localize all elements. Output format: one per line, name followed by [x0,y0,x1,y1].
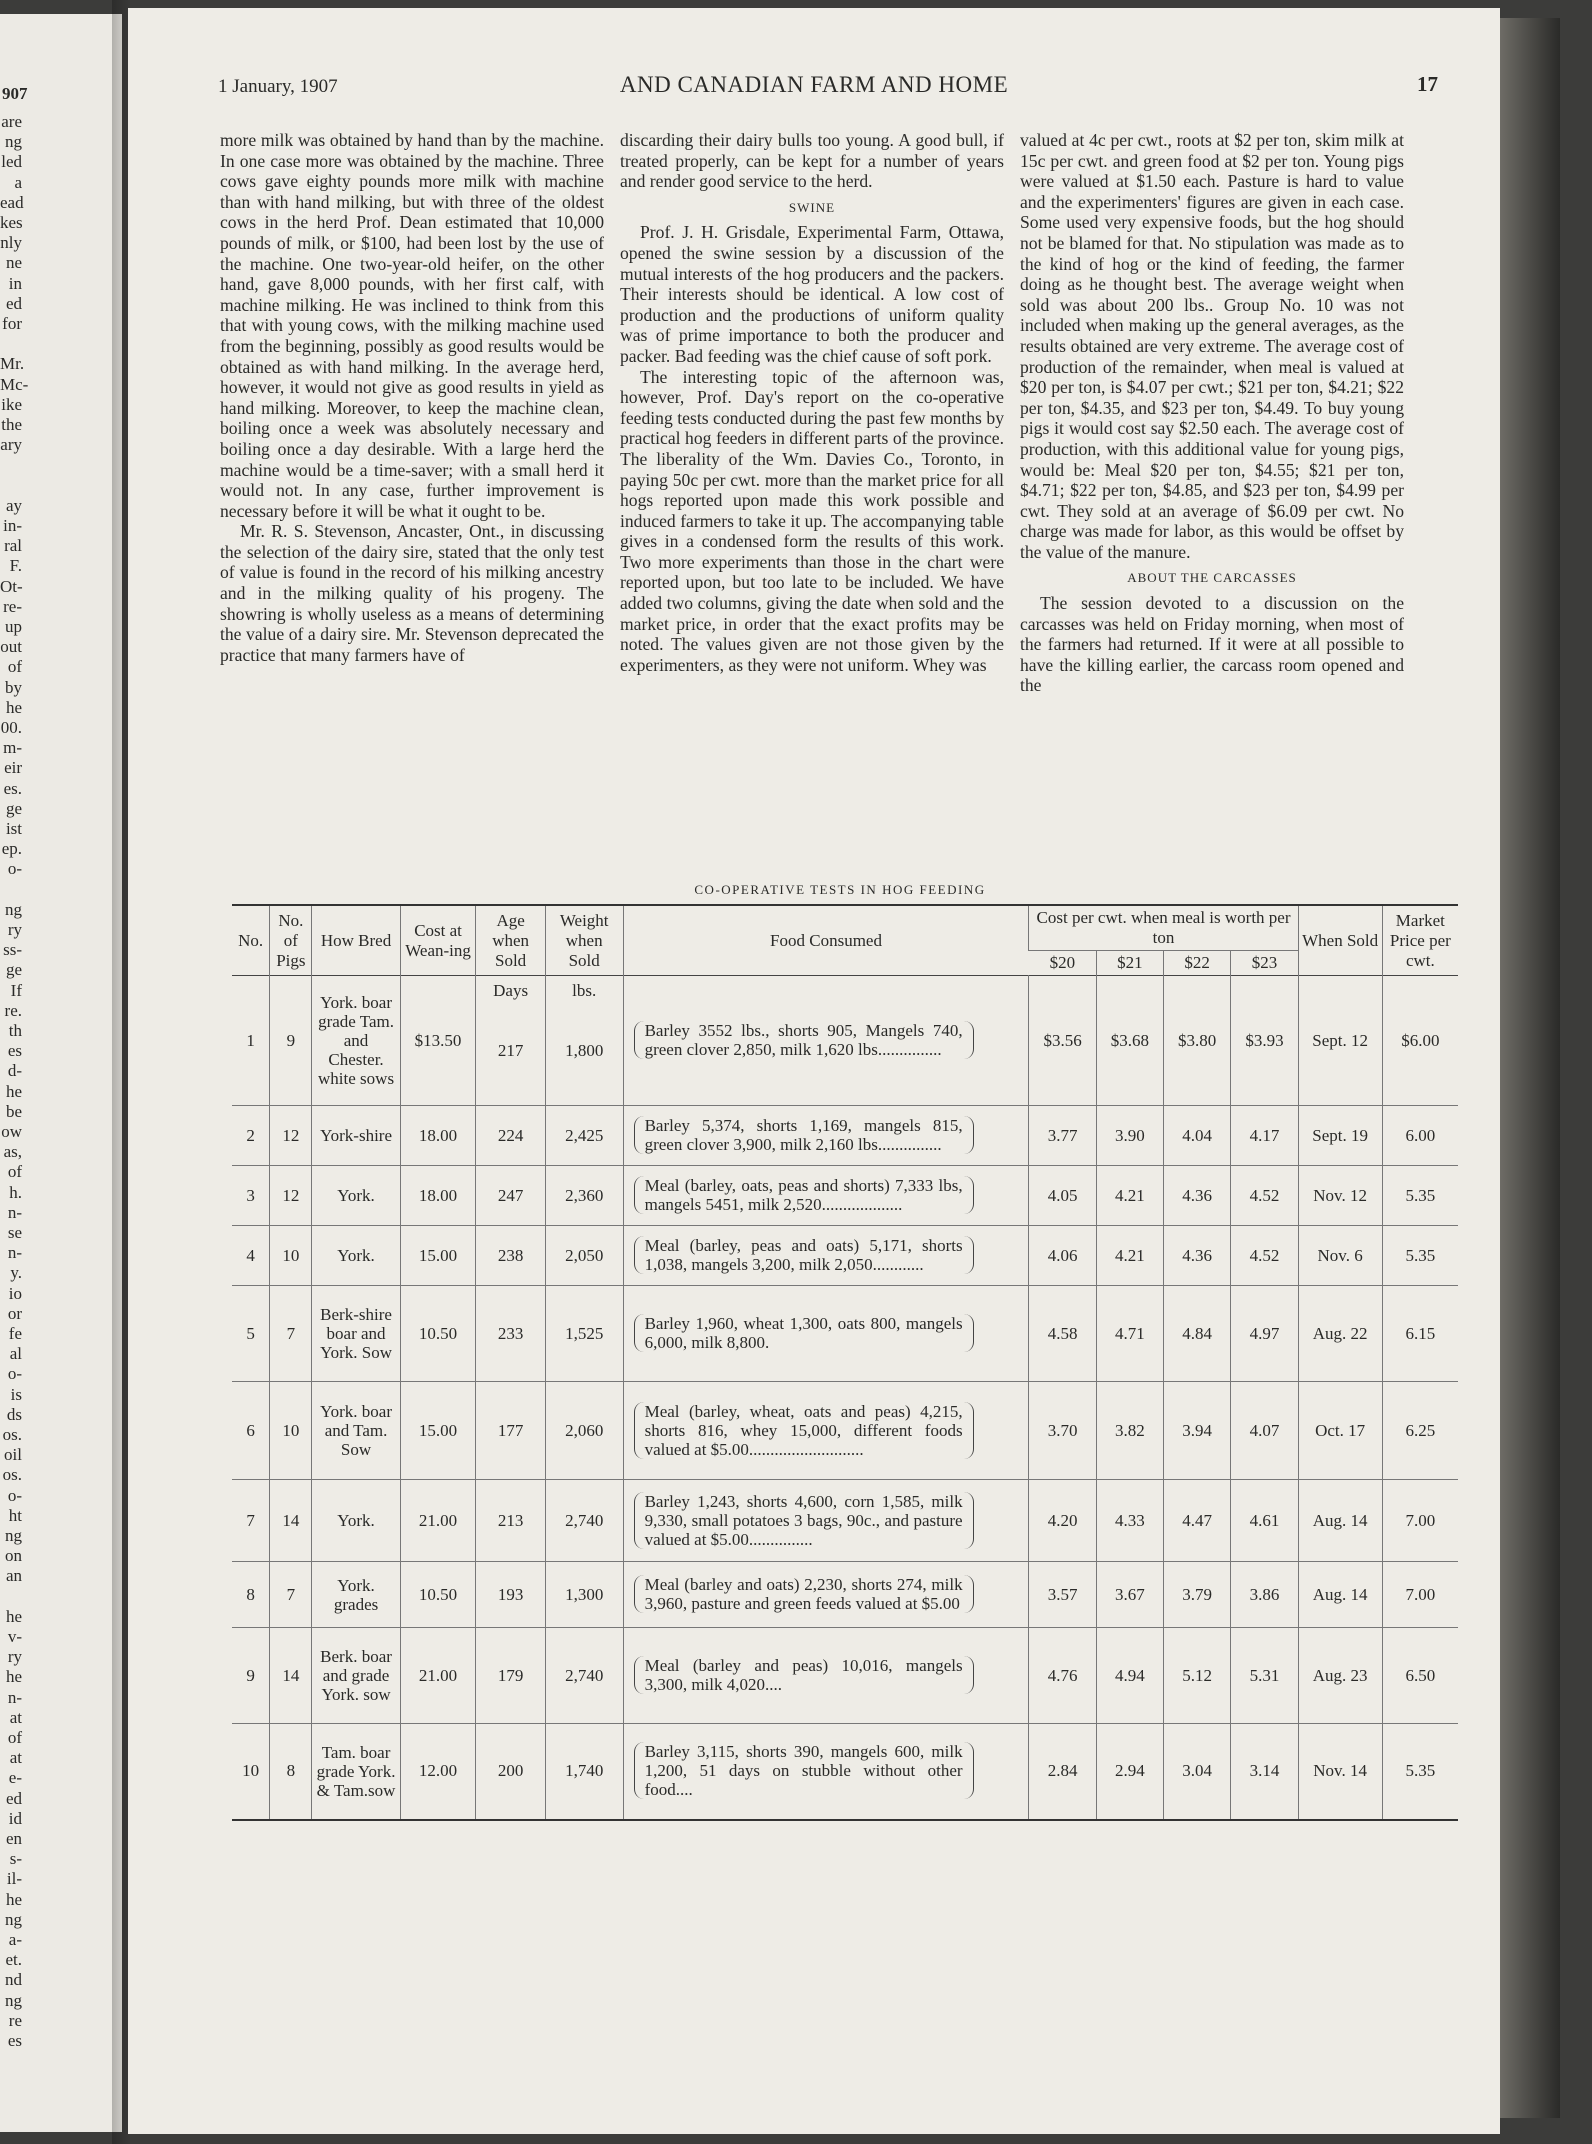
previous-page-text-fragment: es [7,1041,22,1061]
row-number: 6 [246,1420,255,1440]
previous-page-text-fragment: eir [4,758,22,778]
market-price: 6.15 [1382,1286,1458,1382]
cost-at-22: 4.84 [1164,1286,1231,1382]
previous-page-text-fragment: kes [0,213,23,232]
header-21-per-ton: $21 [1096,951,1163,976]
cost-at-23: 4.07 [1231,1382,1298,1480]
row-number: 1 [246,1030,255,1050]
market-price: 6.50 [1382,1628,1458,1724]
pig-count: 10 [270,1226,312,1286]
cost-at-23: 4.52 [1231,1226,1298,1286]
previous-page-text-fragment: is [10,1384,22,1404]
previous-page-text-fragment: oil [4,1445,22,1465]
cost-at-21: 2.94 [1096,1724,1163,1820]
cost-at-weaning: $13.50 [400,976,476,1106]
food-consumed [623,1480,1029,1562]
previous-page-text-fragment: ral [4,536,22,556]
hog-feeding-table [232,904,1458,1821]
previous-page-text-fragment: th [8,1021,22,1040]
pig-count: 14 [270,1480,312,1562]
running-title: AND CANADIAN FARM AND HOME [619,72,1009,97]
magazine-page [128,8,1500,2134]
pig-count: 10 [270,1382,312,1480]
previous-page-text-fragment: are [1,112,22,131]
table-row [232,1106,1458,1166]
section-heading-carcasses: ABOUT THE CARCASSES [1127,570,1297,586]
previous-page-edge [0,14,122,2132]
paragraph: The interesting topic of the afternoon was, however, Prof. Day's report on the co-operative feeding tests conducted during the past few months by practical hog feeders in different parts of the province. The liberality of the Wm. Davies Co., Toronto, in paying 50c per cwt. more than the market price for all hogs reported upon made this work possible and induced farmers to take it up. The accompanying table gives in a condensed form the results of this work. Two more experiments than those in the chart were reported upon, but too late to be included. We have added two columns, giving the date when sold and the market price, in order that the exact profits may be noted. The values given are not those given by the experimenters, as they were not uniform. Whey was [620,366,1004,675]
cost-at-23: 5.31 [1231,1628,1298,1724]
text-column-3 [1020,130,1404,696]
cost-at-23: $3.93 [1231,976,1298,1106]
cost-at-23: 4.97 [1231,1286,1298,1382]
row-number: 8 [246,1584,255,1604]
cost-at-20: 3.70 [1029,1382,1096,1480]
table-row [232,976,1458,1106]
row-number: 3 [246,1185,255,1205]
table-row [232,1724,1458,1820]
cost-at-weaning: 12.00 [400,1724,476,1820]
cost-at-21: $3.68 [1096,976,1163,1106]
previous-page-text-fragment: at [9,1748,22,1768]
pig-count: 12 [270,1106,312,1166]
previous-page-text-fragment: Mr. [0,354,25,374]
previous-page-text-fragment: id [8,1808,22,1828]
text-column-2 [620,130,1004,675]
previous-page-text-fragment: the [1,415,22,434]
previous-page-text-fragment: of [7,657,22,677]
cost-at-20: 4.05 [1029,1166,1096,1226]
breed: York. [312,1166,400,1226]
cost-at-weaning: 15.00 [400,1382,476,1480]
previous-page-text-fragment: ne [5,253,22,273]
cost-at-23: 4.52 [1231,1166,1298,1226]
previous-page-text-fragment: ng [5,1526,22,1545]
paragraph: valued at 4c per cwt., roots at $2 per ton, skim milk at 15c per cwt. and green food at $2 per ton. Young pigs were valued at $1.50 each. Pasture is hard to value and the experimenters' figures are given in each case. Some used very expensive foods, but the hog should not be blamed for that. No stipulation was made as to the kind of hog or the kind of feeding, the farmer doing as he thought best. The average weight when sold was about 200 lbs.. Group No. 10 was not included when making up the general averages, as the results obtained are very extreme. The average cost of production of the remainder, when meal is valued at $20 per ton, is $4.07 per cwt.; $21 per ton, $4.21; $22 per ton, $4.35, and $23 per ton, $4.49. To buy young pigs it would cost say $2.50 each. The average cost of production, with this additional value for young pigs, would be: Meal $20 per ton, $4.55; $21 per ton, $4.71; $22 per ton, $4.85, and $23 per ton, $4.99 per cwt. They sold at an average of $6.09 per cwt. No charge was made for labor, as this would be offset by the value of the manure. [1020,130,1404,562]
market-price: 7.00 [1382,1480,1458,1562]
previous-page-text-fragment: ow [1,1122,22,1141]
food-consumed [623,1166,1029,1226]
header-cost-at-weaning: Cost at Wean-ing [400,905,476,976]
weight-when-sold: 1,740 [545,1724,623,1820]
weight-when-sold: 1,300 [545,1562,623,1628]
previous-page-text-fragment: ss- [3,940,22,960]
previous-page-text-fragment: os. [2,1465,22,1485]
row-number: 7 [246,1510,255,1530]
age-when-sold: 224 [476,1106,545,1166]
breed: York. boar and Tam. Sow [312,1382,400,1480]
weight-when-sold [545,976,623,1106]
food-consumed [623,1562,1029,1628]
previous-page-text-fragment: et. [5,1950,22,1970]
previous-page-text-fragment: ge [5,960,22,980]
market-price: 6.00 [1382,1106,1458,1166]
previous-page-text-fragment: y. [10,1263,22,1283]
cost-at-22: 4.36 [1164,1226,1231,1286]
market-price: $6.00 [1382,976,1458,1106]
age-when-sold: 177 [476,1382,545,1480]
header-22-per-ton: $22 [1164,951,1231,976]
previous-page-text-fragment: or [7,1303,22,1323]
previous-page-text-fragment: m- [3,738,22,758]
age-when-sold: 200 [476,1724,545,1820]
cost-at-23: 4.61 [1231,1480,1298,1562]
previous-page-text-fragment: ry [7,920,22,939]
header-no-of-pigs: No. of Pigs [270,905,312,976]
when-sold: Oct. 17 [1298,1382,1382,1480]
cost-at-weaning: 18.00 [400,1106,476,1166]
row-number: 2 [246,1125,255,1145]
cost-at-weaning: 18.00 [400,1166,476,1226]
previous-page-text-fragment: ht [8,1505,22,1525]
food-consumed [623,1226,1029,1286]
weight-unit-label: lbs. [572,980,597,1000]
cost-at-22: 4.04 [1164,1106,1231,1166]
previous-page-text-fragment: by [5,677,22,697]
cost-at-weaning: 21.00 [400,1480,476,1562]
header-20-per-ton: $20 [1029,951,1096,976]
previous-page-text-fragment: 00. [0,718,22,737]
previous-page-text-fragment: be [5,1101,22,1121]
food-consumed [623,1106,1029,1166]
text-column-1 [220,130,604,665]
weight-when-sold: 1,525 [545,1286,623,1382]
previous-page-text-fragment: ary [0,435,22,455]
breed: York. [312,1480,400,1562]
cost-at-23: 3.14 [1231,1724,1298,1820]
previous-page-text-fragment: Mc- [0,374,29,394]
cost-at-20: 3.77 [1029,1106,1096,1166]
food-bracket-text: Barley 3,115, shorts 390, mangels 600, milk 1,200, 51 days on stubble without other food.... [634,1742,974,1799]
pig-count: 12 [270,1166,312,1226]
cost-at-22: 3.94 [1164,1382,1231,1480]
previous-page-text-fragment: n- [7,1202,22,1222]
previous-page-text-fragment: as, [3,1142,22,1162]
weight-when-sold: 2,740 [545,1628,623,1724]
pig-count: 8 [270,1724,312,1820]
header-age-when-sold: Age when Sold [476,905,545,976]
previous-page-text-fragment: he [5,1889,22,1909]
paragraph: Mr. R. S. Stevenson, Ancaster, Ont., in discussing the selection of the dairy sire, stated that the only test of value is found in the record of his milking ancestry and in the milking quality of his progeny. The showring is wholly useless as a means of determining the value of a dairy sire. Mr. Stevenson deprecated the practice that many farmers have of [220,521,604,665]
row-number: 10 [242,1761,260,1781]
previous-page-text-fragment: o- [7,1485,22,1505]
previous-page-text-fragment: ay [5,495,22,515]
header-market-price: Market Price per cwt. [1382,905,1458,976]
age-value: 217 [497,1040,524,1060]
previous-page-text-fragment: fe [8,1324,22,1343]
previous-page-text-fragment: an [5,1566,22,1586]
previous-page-text-fragment: es [7,2031,22,2050]
previous-page-text-fragment: of [7,1162,22,1182]
table-row [232,1480,1458,1562]
age-when-sold: 179 [476,1628,545,1724]
cost-at-weaning: 15.00 [400,1226,476,1286]
cost-at-21: 3.67 [1096,1562,1163,1628]
cost-at-22: 3.79 [1164,1562,1231,1628]
pig-count: 9 [270,976,312,1106]
cost-at-21: 4.21 [1096,1166,1163,1226]
row-number: 9 [246,1665,255,1685]
weight-when-sold: 2,740 [545,1480,623,1562]
table-row [232,1166,1458,1226]
cost-at-22: 4.47 [1164,1480,1231,1562]
previous-page-text-fragment: re. [4,1000,22,1020]
cost-at-20: 4.06 [1029,1226,1096,1286]
cost-at-weaning: 10.50 [400,1562,476,1628]
food-bracket-text: Meal (barley, peas and oats) 5,171, shorts 1,038, mangels 3,200, milk 2,050............ [634,1236,974,1274]
cost-at-21: 4.33 [1096,1480,1163,1562]
market-price: 5.35 [1382,1724,1458,1820]
header-food-consumed: Food Consumed [623,905,1029,976]
previous-page-text-fragment: io [8,1283,22,1303]
header-weight-when-sold: Weight when Sold [545,905,623,976]
previous-page-text-fragment: e- [8,1768,22,1788]
previous-page-text-fragment: os. [2,1425,22,1444]
food-bracket-text: Meal (barley and oats) 2,230, shorts 274, milk 3,960, pasture and green feeds valued at $5.00 [634,1575,974,1613]
when-sold: Sept. 12 [1298,976,1382,1106]
cost-at-20: 4.58 [1029,1286,1096,1382]
pig-count: 14 [270,1628,312,1724]
previous-page-text-fragment: ds [6,1404,22,1424]
cost-at-22: 4.36 [1164,1166,1231,1226]
header-how-bred: How Bred [312,905,400,976]
previous-page-text-fragment: s- [9,1849,22,1869]
previous-page-text-fragment: se [7,1223,22,1242]
previous-page-text-fragment: nd [5,1970,22,1990]
table-row [232,1628,1458,1724]
cost-at-22: 5.12 [1164,1628,1231,1724]
previous-page-text-fragment: ead [0,192,24,212]
when-sold: Nov. 12 [1298,1166,1382,1226]
breed: York. grades [312,1562,400,1628]
when-sold: Nov. 6 [1298,1226,1382,1286]
previous-page-text-fragment: il- [6,1869,22,1889]
previous-page-text-fragment: in [8,273,22,293]
cost-at-22: $3.80 [1164,976,1231,1106]
previous-page-text-fragment: led [1,152,22,172]
previous-page-text-fragment: h. [9,1182,22,1202]
previous-page-text-fragment: ed [5,1788,22,1808]
previous-page-text-fragment: re [8,2010,22,2030]
issue-date: 1 January, 1907 [218,76,338,97]
previous-page-text-fragment: es. [3,778,22,798]
when-sold: Aug. 14 [1298,1480,1382,1562]
book-edge [1500,18,1560,2118]
cost-at-21: 4.94 [1096,1628,1163,1724]
pig-count: 7 [270,1562,312,1628]
cost-at-21: 3.90 [1096,1106,1163,1166]
breed: York. [312,1226,400,1286]
header-when-sold: When Sold [1298,905,1382,976]
table-row [232,1286,1458,1382]
cost-at-20: 2.84 [1029,1724,1096,1820]
cost-at-20: 3.57 [1029,1562,1096,1628]
food-bracket-text: Meal (barley, oats, peas and shorts) 7,333 lbs, mangels 5451, milk 2,520................... [634,1176,974,1214]
age-when-sold: 247 [476,1166,545,1226]
previous-page-text-fragment: he [5,1081,22,1101]
cost-at-21: 4.71 [1096,1286,1163,1382]
previous-page-text-fragment: a [14,172,22,192]
previous-page-text-fragment: he [5,697,22,717]
header-no: No. [232,905,270,976]
previous-page-text-fragment: up [5,617,22,636]
cost-at-23: 3.86 [1231,1562,1298,1628]
previous-page-text-fragment: ep. [1,839,22,859]
previous-page-text-fragment: v- [7,1627,22,1646]
market-price: 6.25 [1382,1382,1458,1480]
cost-at-20: $3.56 [1029,976,1096,1106]
pig-count: 7 [270,1286,312,1382]
table-row [232,1382,1458,1480]
previous-page-text-fragment: al [9,1344,22,1364]
food-consumed [623,1382,1029,1480]
row-number: 5 [246,1323,255,1343]
previous-page-text-fragment: on [5,1546,22,1566]
previous-page-text-fragment: ed [5,293,22,313]
header-cost-per-cwt: Cost per cwt. when meal is worth per ton [1029,905,1298,951]
age-unit-label: Days [493,980,529,1000]
previous-page-text-fragment: at [9,1707,22,1727]
previous-page-text-fragment: ng [5,899,22,919]
weight-when-sold: 2,425 [545,1106,623,1166]
previous-page-text-fragment: en [5,1829,22,1848]
previous-page-text-fragment: ist [5,819,22,838]
breed: Tam. boar grade York. & Tam.sow [312,1724,400,1820]
when-sold: Nov. 14 [1298,1724,1382,1820]
previous-page-text-fragment: ng [5,1909,22,1929]
previous-page-text-fragment: o- [7,1364,22,1384]
food-bracket-text: Meal (barley, wheat, oats and peas) 4,215, shorts 816, whey 15,000, different foods valued at $5.00........................... [634,1402,974,1459]
previous-page-text-fragment: ge [5,798,22,818]
age-when-sold [476,976,545,1106]
paragraph: more milk was obtained by hand than by the machine. In one case more was obtained by the machine. Three cows gave eighty pounds more milk with machine than with hand milking, but with three of the oldest cows in the herd Prof. Dean estimated that 10,000 pounds of milk, or $100, had been lost by the use of the machine. One two-year-old heifer, on the other hand, gave 8,000 pounds, with her first calf, with machine milking. He was inclined to think from this that with young cows, with the milking machine used from the beginning, possibly as good results would be obtained as with hand milking. In the average herd, however, it would not give as good results in yield as hand milking. Moreover, to keep the machine clean, boiling once a week was absolutely necessary and boiling once a day desirable. With a large herd the machine would be a time-saver; with a small herd it would not. In any case, further improvement is necessary before it will be what it ought to be. [220,130,604,521]
previous-page-text-fragment: ng [5,132,22,152]
previous-page-text-fragment: n- [7,1243,22,1263]
weight-when-sold: 2,360 [545,1166,623,1226]
weight-when-sold: 2,060 [545,1382,623,1480]
age-when-sold: 193 [476,1562,545,1628]
food-bracket-text: Barley 3552 lbs., shorts 905, Mangels 740, green clover 2,850, milk 1,620 lbs............... [634,1021,974,1059]
header-23-per-ton: $23 [1231,951,1298,976]
food-bracket-text: Barley 5,374, shorts 1,169, mangels 815, green clover 3,900, milk 2,160 lbs............... [634,1116,974,1154]
paragraph: Prof. J. H. Grisdale, Experimental Farm, Ottawa, opened the swine session by a discussion of the mutual interests of the hog producers and the packers. Their interests should be identical. A low cost of production and the productions of uniform quality was of prime importance to both the producer and packer. Bad feeding was the chief cause of soft pork. [620,222,1004,366]
previous-page-text-fragment: for [2,314,22,333]
previous-page-text-fragment: n- [7,1687,22,1707]
previous-page-text-fragment: Ot- [0,576,23,596]
when-sold: Aug. 23 [1298,1628,1382,1724]
food-bracket-text: Barley 1,243, shorts 4,600, corn 1,585, milk 9,330, small potatoes 3 bags, 90c., and pasture valued at $5.00............... [634,1492,974,1549]
market-price: 5.35 [1382,1226,1458,1286]
when-sold: Sept. 19 [1298,1106,1382,1166]
age-when-sold: 213 [476,1480,545,1562]
previous-page-header-fragment: 907 [2,84,28,103]
previous-page-text-fragment: o- [7,859,22,879]
page-number: 17 [1417,72,1438,96]
cost-at-20: 4.76 [1029,1628,1096,1724]
breed: York-shire [312,1106,400,1166]
age-when-sold: 238 [476,1226,545,1286]
previous-page-text-fragment: ry [7,1647,22,1667]
breed: York. boar grade Tam. and Chester. white sows [312,976,400,1106]
weight-value: 1,800 [565,1040,604,1060]
food-consumed [623,1724,1029,1820]
paragraph: The session devoted to a discussion on the carcasses was held on Friday morning, when most of the farmers had returned. If it were at all possible to have the killing earlier, the carcass room opened and the [1020,593,1404,696]
previous-page-text-fragment: F. [9,556,22,576]
previous-page-text-fragment: a- [8,1930,22,1949]
table-row [232,1226,1458,1286]
paragraph: discarding their dairy bulls too young. A good bull, if treated properly, can be kept for a number of years and render good service to the herd. [620,130,1004,192]
previous-page-text-fragment: re- [3,596,22,616]
market-price: 5.35 [1382,1166,1458,1226]
previous-page-text-fragment: in- [3,516,22,535]
previous-page-text-fragment: d- [7,1061,22,1081]
previous-page-text-fragment: If [10,980,22,1000]
previous-page-text-fragment: ike [1,394,22,414]
cost-at-weaning: 10.50 [400,1286,476,1382]
previous-page-text-fragment: out [0,637,22,657]
cost-at-23: 4.17 [1231,1106,1298,1166]
cost-at-20: 4.20 [1029,1480,1096,1562]
cost-at-22: 3.04 [1164,1724,1231,1820]
food-bracket-text: Meal (barley and peas) 10,016, mangels 3,300, milk 4,020.... [634,1656,974,1694]
food-bracket-text: Barley 1,960, wheat 1,300, oats 800, mangels 6,000, milk 8,800. [634,1314,974,1352]
table-row [232,1562,1458,1628]
breed: Berk. boar and grade York. sow [312,1628,400,1724]
food-consumed [623,1628,1029,1724]
breed: Berk-shire boar and York. Sow [312,1286,400,1382]
section-heading-swine: SWINE [788,199,836,215]
when-sold: Aug. 14 [1298,1562,1382,1628]
cost-at-21: 3.82 [1096,1382,1163,1480]
market-price: 7.00 [1382,1562,1458,1628]
row-number: 4 [246,1245,255,1265]
food-consumed [623,976,1029,1106]
cost-at-21: 4.21 [1096,1226,1163,1286]
weight-when-sold: 2,050 [545,1226,623,1286]
previous-page-text-fragment: nly [0,233,22,253]
table-title: CO-OPERATIVE TESTS IN HOG FEEDING [694,882,986,897]
previous-page-text-fragment: he [5,1667,22,1687]
when-sold: Aug. 22 [1298,1286,1382,1382]
food-consumed [623,1286,1029,1382]
previous-page-text-fragment: he [5,1606,22,1626]
previous-page-text-fragment: ng [5,1990,22,2010]
previous-page-text-fragment: of [7,1728,22,1747]
age-when-sold: 233 [476,1286,545,1382]
cost-at-weaning: 21.00 [400,1628,476,1724]
